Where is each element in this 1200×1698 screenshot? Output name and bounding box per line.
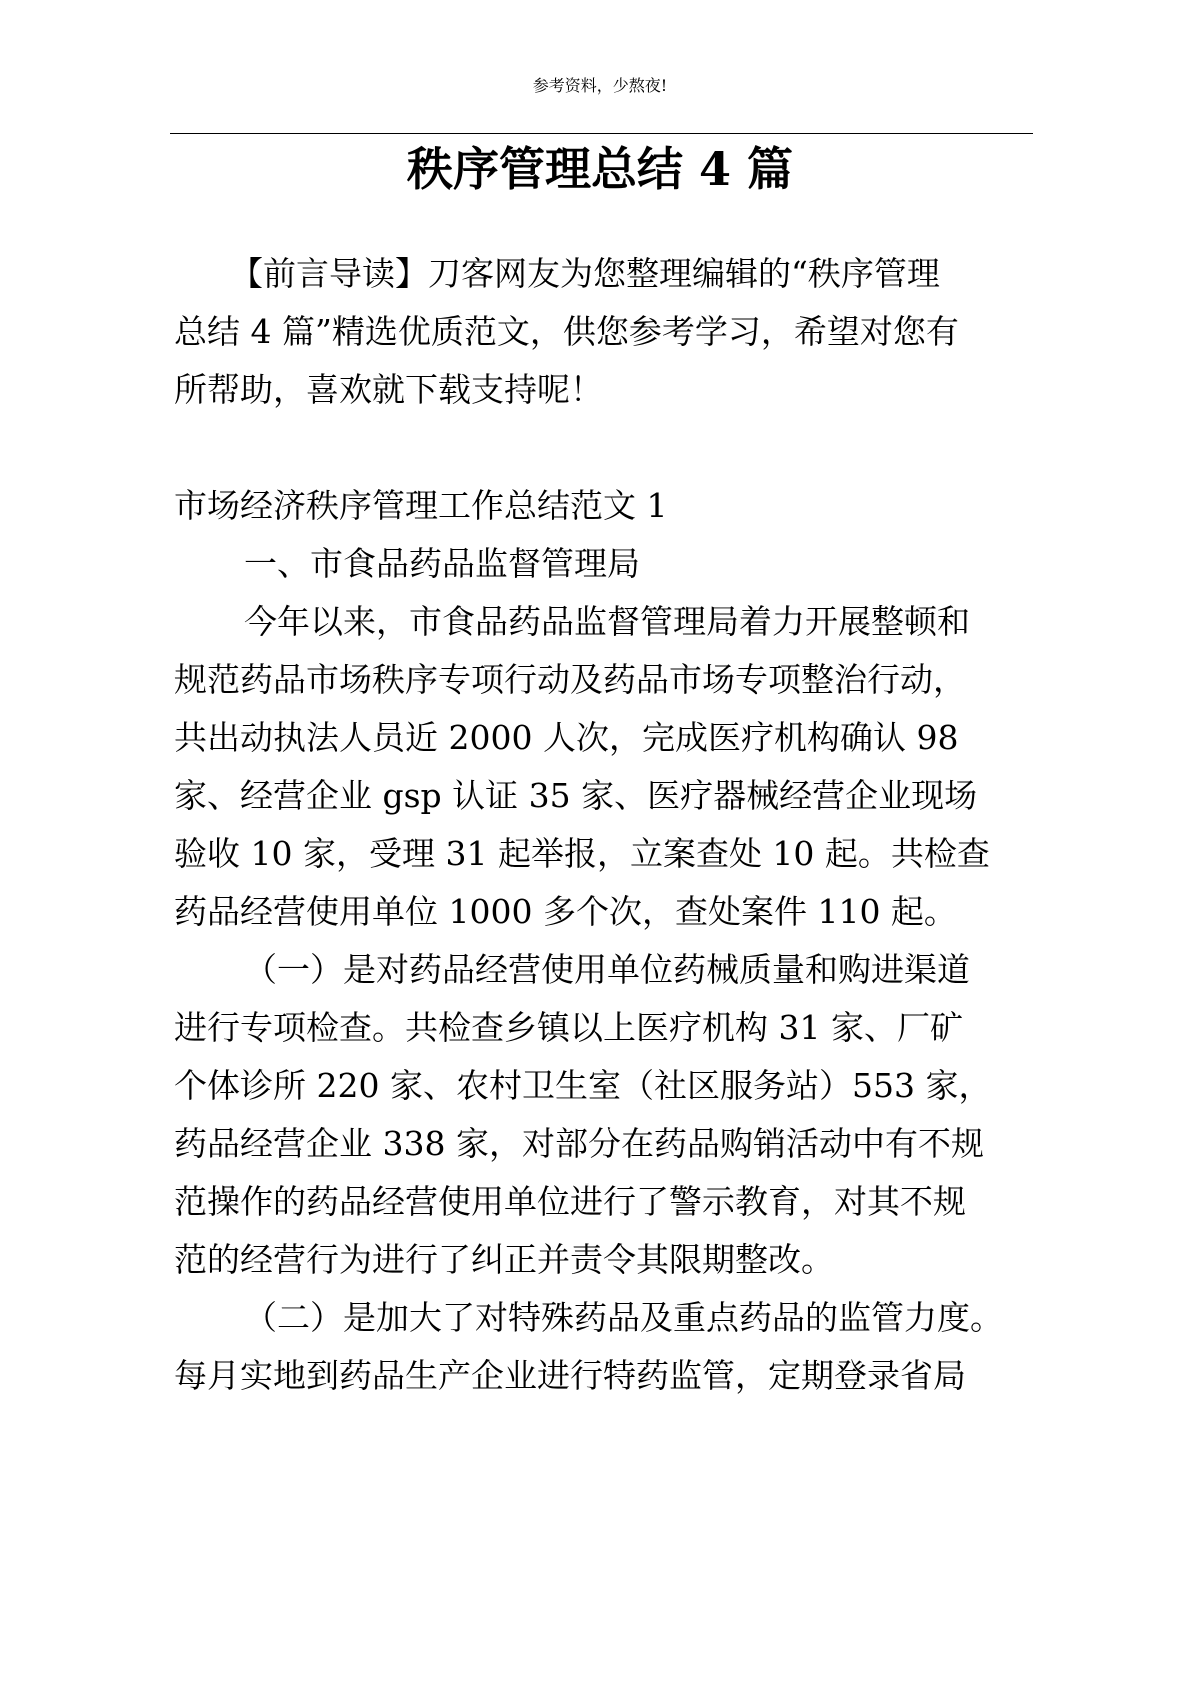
paragraph-line: 家、经营企业 gsp 认证 35 家、医疗器械经营企业现场 [174,776,978,815]
preface-line-2: 总结 4 篇”精选优质范文，供您参考学习，希望对您有 [174,312,959,351]
document-title: 秩序管理总结 4 篇 [406,142,794,196]
paragraph-line: 验收 10 家，受理 31 起举报，立案查处 10 起。共检查 [174,834,990,873]
paragraph-line: 范操作的药品经营使用单位进行了警示教育，对其不规 [174,1182,966,1221]
paragraph-line: 今年以来，市食品药品监督管理局着力开展整顿和 [244,602,970,641]
subsection-heading: 一、市食品药品监督管理局 [244,544,640,583]
paragraph-line: 个体诊所 220 家、农村卫生室（社区服务站）553 家， [174,1066,992,1105]
paragraph-line: （二）是加大了对特殊药品及重点药品的监管力度。 [244,1298,1003,1337]
paragraph-line: 共出动执法人员近 2000 人次，完成医疗机构确认 98 [174,718,959,757]
paragraph-line: 药品经营使用单位 1000 多个次，查处案件 110 起。 [174,892,957,931]
preface-line-3: 所帮助，喜欢就下载支持呢！ [174,370,603,409]
paragraph-line: 进行专项检查。共检查乡镇以上医疗机构 31 家、厂矿 [174,1008,963,1047]
paragraph-line: （一）是对药品经营使用单位药械质量和购进渠道 [244,950,970,989]
header-divider [170,133,1033,134]
page-header-note: 参考资料，少熬夜! [532,76,668,95]
paragraph-line: 规范药品市场秩序专项行动及药品市场专项整治行动， [174,660,966,699]
paragraph-line: 药品经营企业 338 家，对部分在药品购销活动中有不规 [174,1124,984,1163]
paragraph-line: 每月实地到药品生产企业进行特药监管，定期登录省局 [174,1356,966,1395]
preface-line-1: 【前言导读】刀客网友为您整理编辑的“秩序管理 [230,254,940,293]
paragraph-line: 范的经营行为进行了纠正并责令其限期整改。 [174,1240,834,1279]
section-heading: 市场经济秩序管理工作总结范文 1 [174,486,668,525]
